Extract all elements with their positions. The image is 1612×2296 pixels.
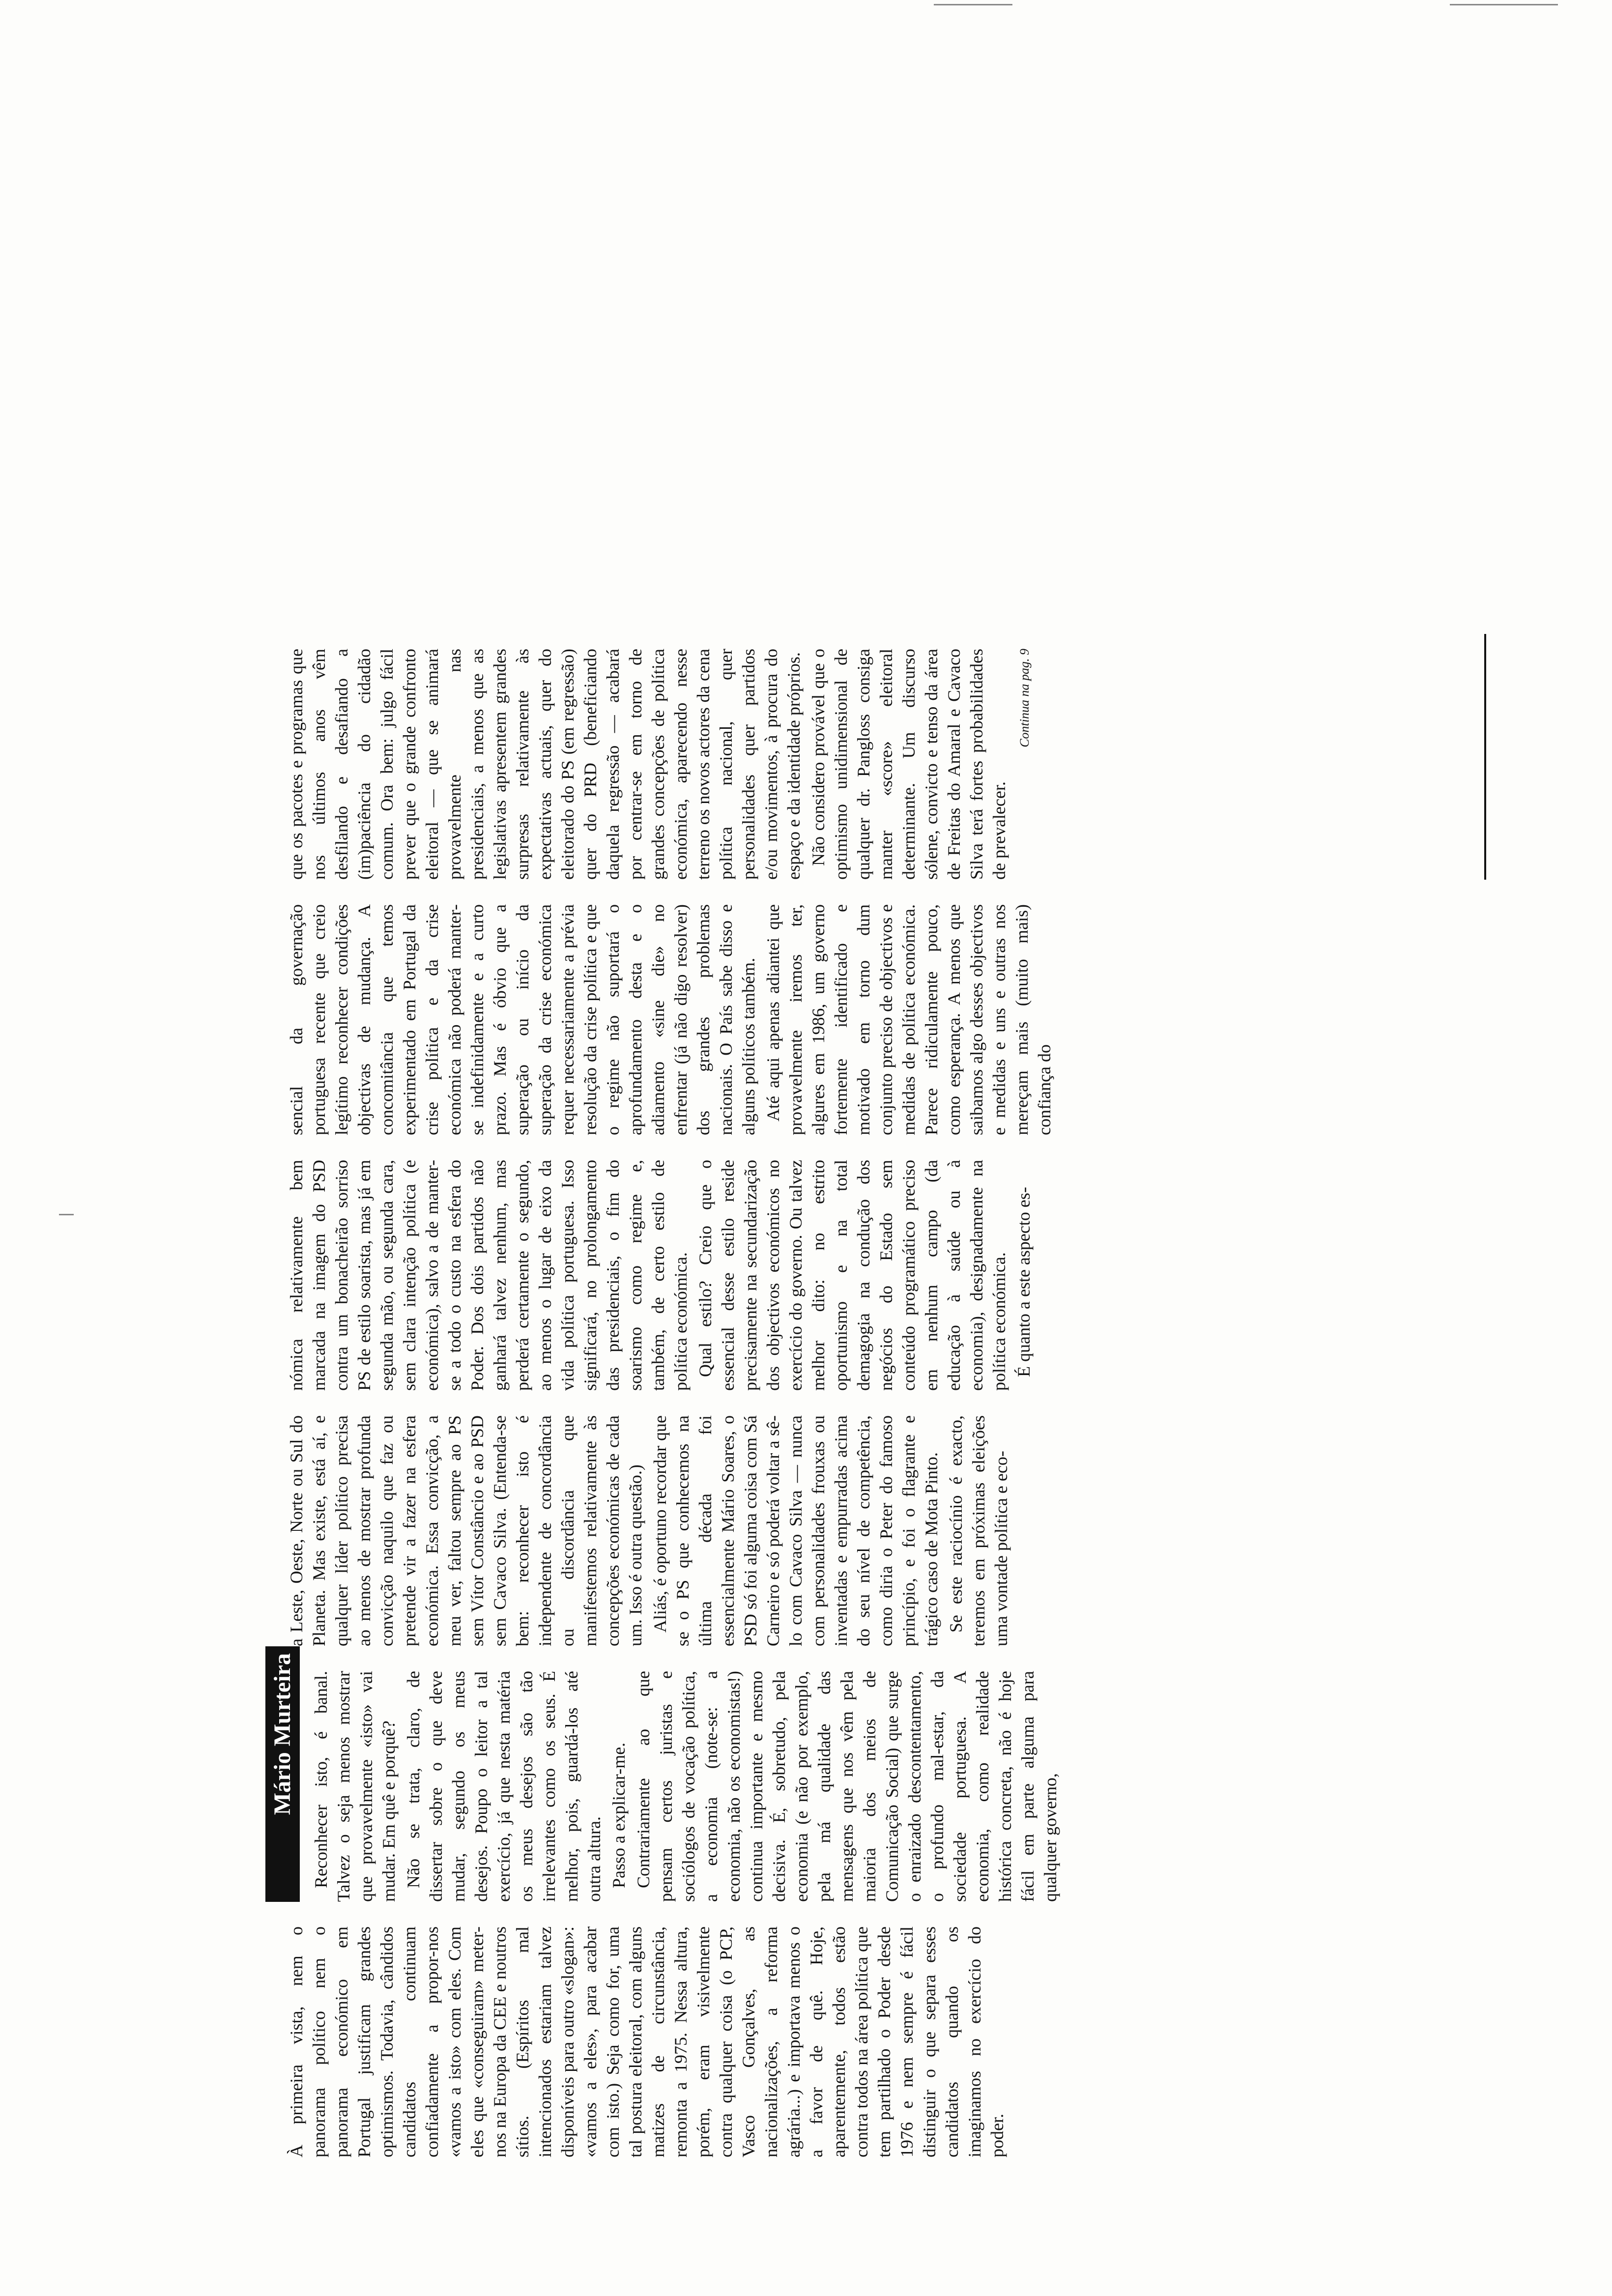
article-column-3 <box>285 1415 1014 1646</box>
scan-mark-top <box>934 4 1012 5</box>
article-column-1 <box>285 1926 1010 2157</box>
article-column-6 <box>285 649 1036 880</box>
paragraph: Até aqui apenas adiantei que provavelmente iremos ter, algures em 1986, um governo fortemente identificado e motivado em torno dum conjunto preciso de objectivos e medidas de política económica. Parece ridiculamente pouco, como esperança. A menos que saibamos algo desses objectivos e medidas e uns e outras nos mereçam mais (muito mais) confiança do <box>763 904 1054 1135</box>
scan-mark-left <box>59 1214 74 1215</box>
article-column-4 <box>285 1160 1037 1391</box>
paragraph: Reconhecer isto, é banal. Talvez o seja menos mostrar que provavelmente «isto» vai mudar. Em quê e porquê? <box>311 1671 399 1902</box>
paragraph: Aliás, é oportuno recordar que se o PS que conhecemos na última década foi essencialmente Mário Soares, o PSD só foi alguma coisa com Sá Carneiro e só poderá voltar a sê-lo com Cavaco Silva — nunca com personalidades frouxas ou inventadas e empurradas acima do seu nível de competência, como diria o Peter do famoso princípio, e foi o flagrante e trágico caso de Mota Pinto. <box>650 1415 941 1646</box>
article-column-2 <box>310 1671 1064 1902</box>
author-byline: Mário Murteira <box>265 1646 300 1902</box>
paragraph: É quanto a este aspecto es- <box>1014 1187 1034 1377</box>
scan-mark-right <box>1450 4 1558 5</box>
paragraph: Contrariamente ao que pensam certos juristas e sociólogos de vocação política, a economia (note-se: a economia, não os economistas!) continua importante e mesmo decisiva. É, sobretudo, pela economia (e não por exemplo, pela má qualidade das mensagens que nos vêm pela maioria dos meios de Comunicação Social) que surge o enraizado descontentamento, o profundo mal-estar, da sociedade portuguesa. A economia, como realidade histórica concreta, não é hoje fácil em parte alguma para qualquer governo, <box>633 1671 1060 1902</box>
end-rule <box>1484 634 1486 880</box>
paragraph: À primeira vista, nem o panorama político nem o panorama económico em Portugal justificam grandes optimismos. Todavia, cândidos candidatos continuam confiadamente a propor-nos «vamos a isto» com eles. Com eles que «conseguiram» meter-nos na Europa da CEE e noutros sítios. (Espíritos mal intencionados estariam talvez disponíveis para outro «slogan»: «vamos a eles», para acabar com isto.) Seja como for, uma tal postura eleitoral, com alguns matizes de circunstância, remonta a 1975. Nessa altura, porém, eram visivelmente contra qualquer coisa (o PCP, Vasco Gonçalves, as nacionalizações, a reforma agrária...) e importava menos o a favor de quê. Hoje, aparentemente, todos estão contra todos na área política que tem partilhado o Poder desde 1976 e nem sempre é fácil distinguir o que separa esses candidatos quando os imaginamos no exercício do poder. <box>287 1926 1007 2157</box>
paragraph: sencial da governação portuguesa recente que creio legítimo reconhecer condições objectivas de mudança. A concomitância que temos experimentado em Portugal da crise política e da crise económica não poderá manter-se indefinidamente e a curto prazo. Mas é óbvio que a superação ou início da superação da crise económica requer necessariamente a prévia resolução da crise política e que o regime não suportará o aprofundamento desta e o adiamento «sine die» no enfrentar (já não digo resolver) dos grandes problemas nacionais. O País sabe disso e alguns políticos também. <box>287 904 758 1135</box>
paragraph: a Leste, Oeste, Norte ou Sul do Planeta. Mas existe, está aí, e qualquer líder político precisa ao menos de mostrar profunda convicção naquilo que faz ou pretende vir a fazer na esfera económica. Essa convicção, a meu ver, faltou sempre ao PS sem Vítor Constâncio e ao PSD sem Cavaco Silva. (Entenda-se bem: reconhecer isto é independente de concordância ou discordância que manifestemos relativamente às concepções económicas de cada um. Isso é outra questão.) <box>287 1415 645 1646</box>
paragraph: Passo a explicar-me. <box>609 1742 629 1888</box>
paragraph: Não considero provável que o optimismo unidimensional de qualquer dr. Pangloss consiga manter «score» eleitoral determinante. Um discurso sólene, convicto e tenso da área de Freitas do Amaral e Cavaco Silva terá fortes probabilidades de prevalecer. <box>808 649 1009 880</box>
paragraph: Qual estilo? Creio que o essencial desse estilo reside precisamente na secundarização dos objectivos económicos no exercício do governo. Ou talvez melhor dito: no estrito oportunismo e na total demagogia na condução dos negócios do Estado sem conteúdo programático preciso em nenhum campo (da educação à saúde ou à economia), designadamente na política económica. <box>695 1160 1009 1391</box>
paragraph: nómica relativamente bem marcada na imagem do PSD contra um bonacheirão sorriso PS de estilo soarista, mas já em segunda mão, ou segunda cara, sem clara intenção política (e económica), salvo a de manter-se a todo o custo na esfera do Poder. Dos dois partidos não ganhará talvez nenhum, mas perderá certamente o segundo, ao menos o lugar de eixo da vida política portuguesa. Isso significará, no prolongamento das presidenciais, o fim do soarismo como regime e, também, de certo estilo de política económica. <box>287 1160 691 1391</box>
paragraph: Não se trata, claro, de dissertar sobre o que deve mudar, segundo os meus desejos. Poupo o leitor a tal exercício, já que nesta matéria os meus desejos são tão irrelevantes como os seus. É melhor, pois, guardá-los até outra altura. <box>403 1671 604 1902</box>
article-column-5 <box>285 904 1058 1135</box>
continuation-note: Continua na pag. 9 <box>1017 649 1032 747</box>
paragraph: que os pacotes e programas que nos últimos anos vêm desfilando e desafiando a (im)paciência do cidadão comum. Ora bem: julgo fácil prever que o grande confronto eleitoral — que se animará provavelmente nas presidenciais, a menos que as legislativas apresentem grandes surpresas relativamente às expectativas actuais, quer do eleitorado do PS (em regressão) quer do PRD (beneficiando daquela regressão — acabará por centrar-se em torno de grandes concepções de política económica, aparecendo nesse terreno os novos actores da cena política nacional, quer personalidades quer partidos e/ou movimentos, à procura do espaço e da identidade próprios. <box>287 649 804 880</box>
newspaper-article <box>265 113 1504 2177</box>
paragraph: Se este raciocínio é exacto, teremos em próximas eleições uma vontade política e eco- <box>946 1415 1011 1646</box>
